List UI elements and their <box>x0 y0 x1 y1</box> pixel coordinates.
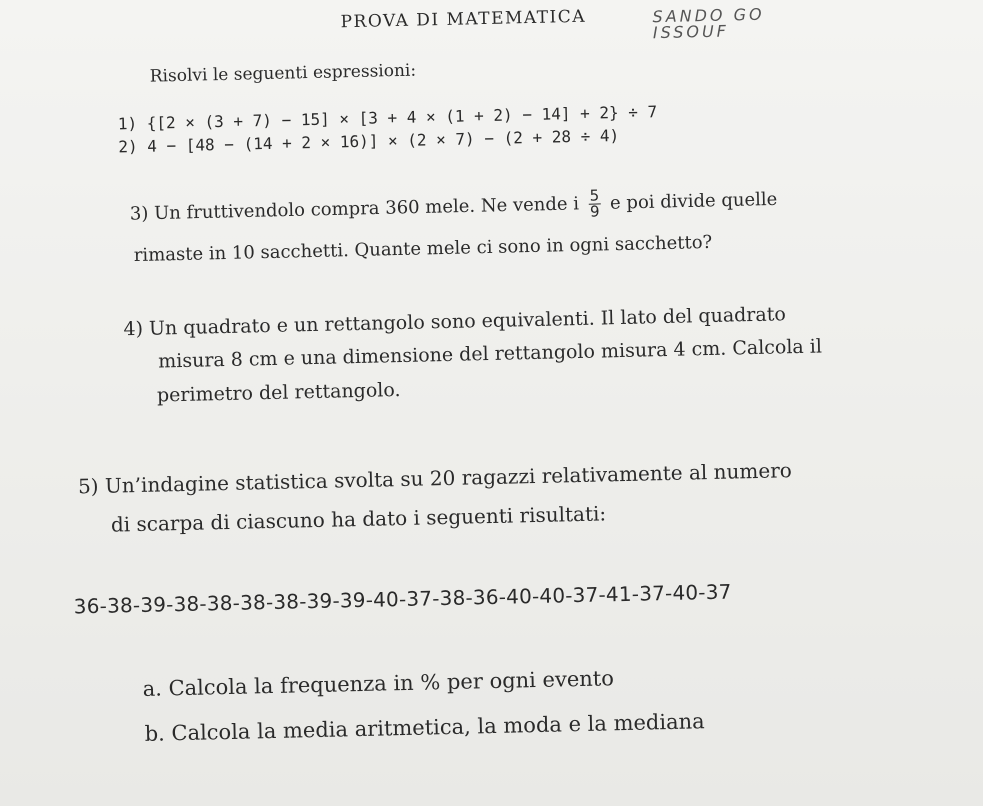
fraction-denominator: 9 <box>589 202 600 221</box>
problem-5-line-2: di scarpa di ciascuno ha dato i seguenti risultati: <box>110 501 607 537</box>
expression-1-text: {[2 × (3 + 7) − 15] × [3 + 4 × (1 + 2) − 14] + 2} ÷ 7 <box>146 102 658 133</box>
shoe-size-data: 36-38-39-38-38-38-38-39-39-40-37-38-36-40-40-37-41-37-40-37 <box>73 579 732 619</box>
fraction <box>588 188 600 219</box>
problem-3-line-2: rimaste in 10 sacchetti. Quante mele ci sono in ogni sacchetto? <box>133 231 713 267</box>
problem-5-line-1: 5) Un’indagine statistica svolta su 20 ragazzi relativamente al numero <box>77 458 793 499</box>
expression-2-number: 2) <box>118 136 138 157</box>
instructions: Risolvi le seguenti espressioni: <box>149 60 417 87</box>
problem-4-line-3: perimetro del rettangolo. <box>156 379 401 407</box>
handwritten-name-line2: ISSOUF <box>652 21 730 43</box>
expression-1-number: 1) <box>117 113 138 134</box>
problem-4-line-1: 4) Un quadrato e un rettangolo sono equivalenti. Il lato del quadrato <box>123 303 787 341</box>
handwritten-name-line1: SANDO GO <box>652 4 765 27</box>
page-title: PROVA DI MATEMATICA <box>340 6 587 33</box>
problem-4-line-2: misura 8 cm e una dimensione del rettangolo misura 4 cm. Calcola il <box>157 335 823 373</box>
problem-3-line-1 <box>130 184 778 230</box>
question-b: b. Calcola la media aritmetica, la moda e la mediana <box>144 709 705 746</box>
problem-3-text-before: 3) Un fruttivendolo compra 360 mele. Ne vende i <box>129 193 580 225</box>
question-a: a. Calcola la frequenza in % per ogni evento <box>142 666 615 701</box>
problem-3-text-after: e poi divide quelle <box>609 188 778 214</box>
fraction-numerator: 5 <box>589 186 600 205</box>
expression-2-text: 4 − [48 − (14 + 2 × 16)] × (2 × 7) − (2 + 28 ÷ 4) <box>147 125 620 156</box>
